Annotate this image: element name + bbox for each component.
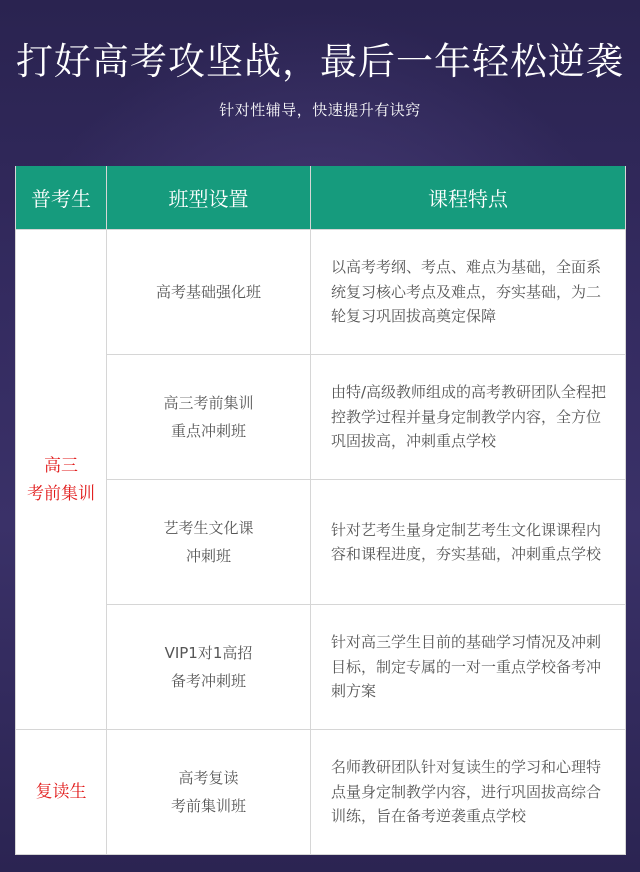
table-header-row [16, 166, 626, 230]
class-name-line: 备考冲刺班 [170, 672, 246, 690]
table-row [16, 605, 626, 730]
class-name-cell [107, 605, 311, 730]
class-name-cell [107, 730, 311, 855]
class-name-line: 重点冲刺班 [170, 422, 246, 440]
group-cell-repeat-student [16, 730, 107, 855]
course-feature-cell: 以高考考纲、考点、难点为基础，全面系统复习核心考点及难点，夯实基础，为二轮复习巩固拔高奠定保障 [311, 230, 626, 355]
class-name-line: VIP1对1高招 [164, 644, 253, 662]
group-name-line: 考前集训 [27, 483, 95, 504]
course-feature-cell: 针对艺考生量身定制艺考生文化课课程内容和课程进度，夯实基础，冲刺重点学校 [311, 480, 626, 605]
class-name-cell [107, 230, 311, 355]
table-row [16, 730, 626, 855]
group-name-line: 高三 [44, 455, 78, 476]
column-header-student-type: 普考生 [16, 166, 107, 230]
column-header-course-features: 课程特点 [311, 166, 626, 230]
table-row [16, 355, 626, 480]
group-cell-senior-three [16, 230, 107, 730]
group-name-line: 复读生 [35, 782, 87, 802]
class-name-line: 高考基础强化班 [155, 283, 261, 301]
course-feature-cell: 针对高三学生目前的基础学习情况及冲刺目标，制定专属的一对一重点学校备考冲刺方案 [311, 605, 626, 730]
table-row [16, 480, 626, 605]
class-name-cell [107, 355, 311, 480]
table-row [16, 230, 626, 355]
page-title: 打好高考攻坚战，最后一年轻松逆袭 [16, 40, 624, 83]
column-header-class-type: 班型设置 [107, 166, 311, 230]
class-name-cell [107, 480, 311, 605]
course-feature-cell: 名师教研团队针对复读生的学习和心理特点量身定制教学内容，进行巩固拔高综合训练，旨在备考逆袭重点学校 [311, 730, 626, 855]
page-subtitle: 针对性辅导，快速提升有诀窍 [219, 101, 421, 119]
class-name-line: 艺考生文化课 [163, 519, 254, 537]
class-name-line: 冲刺班 [185, 547, 231, 565]
class-name-line: 考前集训班 [170, 797, 246, 815]
course-table [15, 166, 626, 855]
class-name-line: 高考复读 [178, 769, 239, 787]
course-feature-cell: 由特/高级教师组成的高考教研团队全程把控教学过程并量身定制教学内容，全方位巩固拔高，冲刺重点学校 [311, 355, 626, 480]
class-name-line: 高三考前集训 [163, 394, 254, 412]
